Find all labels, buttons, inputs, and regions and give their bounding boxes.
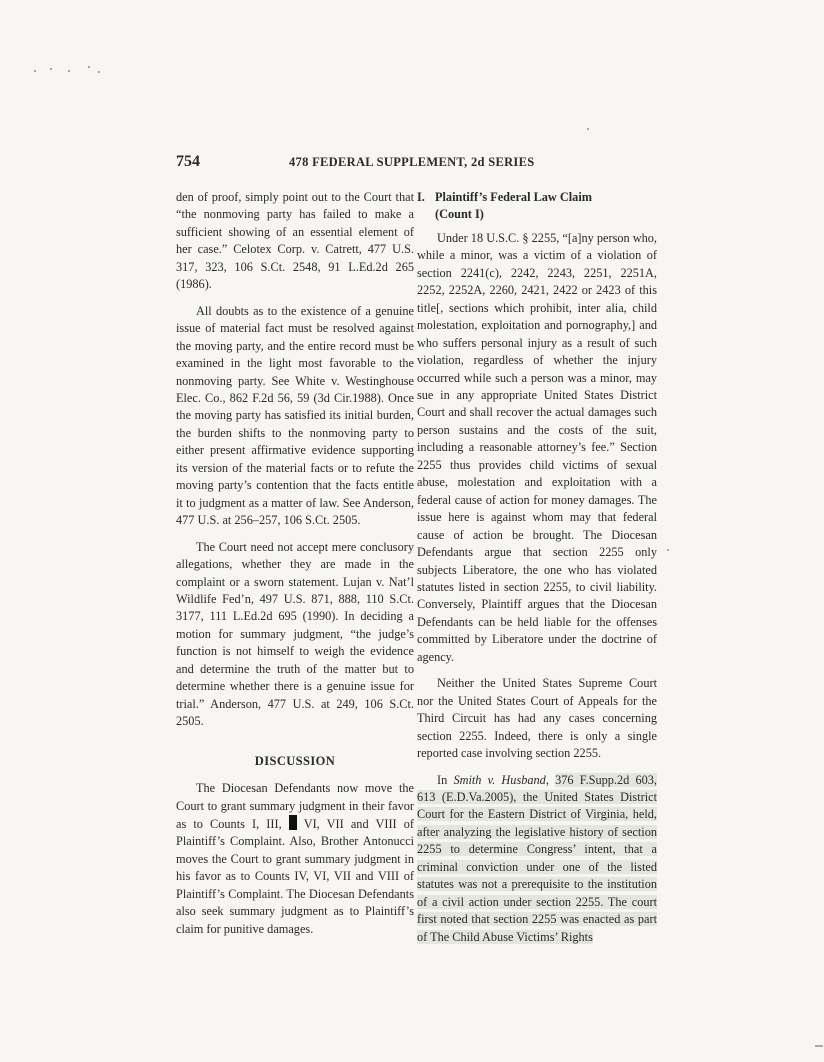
section-number: I. xyxy=(417,190,425,204)
page-header xyxy=(176,153,656,177)
scan-dot xyxy=(667,549,669,551)
section-subtitle: (Count I) xyxy=(435,207,484,222)
right-paragraph-3 xyxy=(417,772,657,947)
right-paragraph-1: Under 18 U.S.C. § 2255, “[a]ny person who, while a minor, was a victim of a violation of section 2241(c), 2242, 2243, 2251, 2251A, 2252, 2252A, 2260, 2421, 2422 or 2423 of this title[, sections which prohibit, inter alia, child molestation, exploitation and pornography,] and who suffers personal injury as a result of such violation, regardless of whether the injury occurred while such a person was a minor, may sue in any appropriate United States District Court and shall recover the actual damages such person sustains and the costs of the suit, including a reasonable attorney’s fee.” Section 2255 thus provides child victims of sexual abuse, molestation and exploitation with a federal cause of action for money damages. The issue here is against whom may that federal cause of action be brought. The Diocesan Defendants argue that section 2255 only subjects Liberatore, the one who has violated statutes listed in section 2255, to civil liability. Conversely, Plaintiff argues that the Diocesan Defendants can be held liable for the offenses committed by Liberatore under the doctrine of agency. xyxy=(417,230,657,664)
running-title: 478 FEDERAL SUPPLEMENT, 2d SERIES xyxy=(289,155,535,169)
left-column xyxy=(176,189,414,947)
scan-dot xyxy=(587,128,589,130)
left-paragraph-4-end: VI, VII and VIII of Plaintiff’s Complaint. Also, Brother Antonucci moves the Court to grant summary judgment in his favor as to Counts IV, VI, VII and VIII of Plaintiff’s Complaint. The Diocesan Defendants also seek summary judgment as to Plaintiff’s claim for punitive damages. xyxy=(176,816,415,936)
scan-edge-mark xyxy=(815,1045,823,1047)
left-paragraph-1: den of proof, simply point out to the Court that “the nonmoving party has failed to make a sufficient showing of an essential element of her case.” Celotex Corp. v. Catrett, 477 U.S. 317, 323, 106 S.Ct. 2548, 91 L.Ed.2d 265 (1986). xyxy=(176,190,414,292)
case-name: Smith v. Husband, xyxy=(453,772,549,787)
left-paragraph-3: The Court need not accept mere conclusory allegations, whether they are made in the complaint or a sworn statement. Lujan v. Nat’l Wildlife Fed’n, 497 U.S. 871, 888, 110 S.Ct. 3177, 111 L.Ed.2d 695 (1990). In deciding a motion for summary judgment, “the judge’s function is not himself to weigh the evidence and determine the truth of the matter but to determine whether there is a genuine issue for trial.” Anderson, 477 U.S. at 249, 106 S.Ct. 2505. xyxy=(176,539,414,729)
right-column xyxy=(417,189,657,955)
scan-specks xyxy=(30,62,110,76)
right-paragraph-3-end: 376 F.Supp.2d 603, 613 (E.D.Va.2005), the United States District Court for the Eastern District of Virginia, held, after analyzing the legislative history of section 2255 to determine Congress’ intent, that a criminal conviction under one of the listed statutes was not a prerequisite to the institution of a civil action under section 2255. The court first noted that section 2255 was enacted as part of The Child Abuse Victims’ Rights xyxy=(417,772,657,944)
right-paragraph-3-start: In xyxy=(437,772,448,787)
section-heading xyxy=(417,189,657,224)
left-paragraph-2: All doubts as to the existence of a genuine issue of material fact must be resolved against the moving party, and the entire record must be examined in the light most favorable to the nonmoving party. See White v. Westinghouse Elec. Co., 862 F.2d 56, 59 (3d Cir.1988). Once the moving party has satisfied its initial burden, the burden shifts to the nonmoving party to either present affirmative evidence supporting its version of the material facts or to refute the moving party’s contention that the facts entitle it to judgment as a matter of law. See Anderson, 477 U.S. at 256–257, 106 S.Ct. 2505. xyxy=(176,303,414,528)
right-paragraph-2: Neither the United States Supreme Court nor the United States Court of Appeals for the Third Circuit has had any cases concerning section 2255. Indeed, there is only a single reported case involving section 2255. xyxy=(417,676,657,761)
left-paragraph-4 xyxy=(176,780,414,938)
section-title: Plaintiff’s Federal Law Claim xyxy=(435,190,592,204)
redaction-mark xyxy=(289,815,297,830)
discussion-heading: DISCUSSION xyxy=(254,753,336,768)
left-paragraph-4-start: The Diocesan Defendants now move the Court to grant summary judgment in their favor as to Counts I, III, xyxy=(176,781,414,831)
page-number: 754 xyxy=(176,153,200,170)
